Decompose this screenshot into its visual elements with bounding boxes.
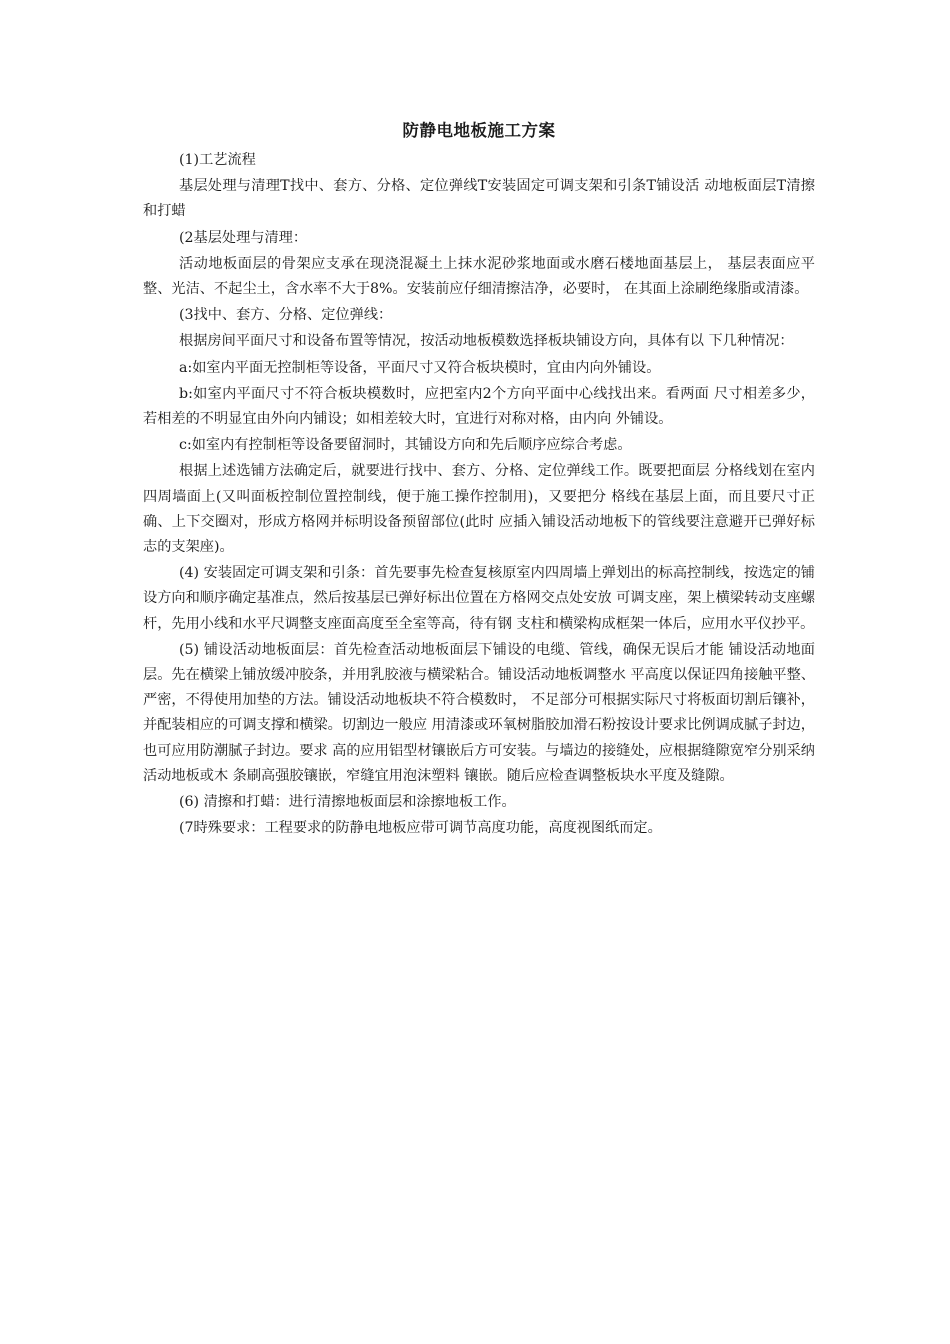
paragraph-case-a: a:如室内平面无控制柜等设备，平面尺寸又符合板块模时，宜由内向外铺设。 bbox=[179, 359, 661, 376]
paragraph-cleaning-waxing: (6) 清擦和打蜡：进行清擦地板面层和涂擦地板工作。 bbox=[179, 794, 516, 811]
paragraph-case-b: b:如室内平面尺寸不符合板块模数时，应把室内2个方向平面中心线找出来。看两面 尺寸相差多少，若相差的不明显宜由外向内铺设；如相差较大时，宜进行对称对格，由内向 外铺设。 bbox=[143, 385, 815, 428]
paragraph-base-treatment: 活动地板面层的骨架应支承在现浇混凝土上抹水泥砂浆地面或水磨石楼地面基层上， 基层表面应平整、光洁、不起尘土，含水率不大于8%。安装前应仔细清擦洁净，必要时， 在其面上涂刷绝缘脂或清漆。 bbox=[143, 255, 815, 298]
paragraph-support-installation: (4) 安装固定可调支架和引条：首先要事先检查复核原室内四周墙上弹划出的标高控制线，按选定的铺设方向和顺序确定基准点，然后按基层已弹好标出位置在方格网交点处安放 可调支座，架上横梁转动支座螺杆，先用小线和水平尺调整支座面高度至全室等高，待有钢 支柱和横梁构成框架一体后，应用水平仪抄平。 bbox=[143, 565, 815, 632]
section-heading-base-treatment: (2基层处理与清理： bbox=[179, 229, 308, 246]
section-heading-process-flow: (1)工艺流程 bbox=[179, 152, 256, 168]
paragraph-case-c: c:如室内有控制柜等设备要留洞时，其铺设方向和先后顺序应综合考虑。 bbox=[179, 437, 632, 454]
document-page bbox=[143, 118, 815, 841]
section-heading-layout-marking: (3找中、套方、分格、定位弹线： bbox=[179, 307, 393, 324]
paragraph-process-steps: 基层处理与清理T找中、套方、分格、定位弹线T安装固定可调支架和引条T铺设活 动地板面层T清擦和打蜡 bbox=[143, 178, 815, 220]
paragraph-layout-intro: 根据房间平面尺寸和设备布置等情况，按活动地板模数选择板块铺设方向，具体有以 下几种情况： bbox=[179, 333, 794, 350]
paragraph-layout-method: 根据上述选铺方法确定后，就要进行找中、套方、分格、定位弹线工作。既要把面层 分格线划在室内四周墙面上(又叫面板控制位置控制线，便于施工操作控制用)，又要把分 格线在基层上面，而且要尺寸正确、上下交圈对，形成方格网并标明设备预留部位(此时 应插入铺设活动地板下的管线要注意避开已弹好标志的支架座)。 bbox=[143, 463, 815, 556]
document-title: 防静电地板施工方案 bbox=[402, 121, 556, 140]
paragraph-floor-laying: (5) 铺设活动地板面层：首先检查活动地板面层下铺设的电缆、管线，确保无误后才能 铺设活动地面层。先在横梁上铺放缓冲胶条，并用乳胶液与横梁粘合。铺设活动地板调整水 平高度以保证四角接触平整、严密，不得使用加垫的方法。铺设活动地板块不符合模数时， 不足部分可根据实际尺寸将板面切割后镶补，并配装相应的可调支撑和横梁。切割边一般应 用清漆或环氧树脂胶加滑石粉按设计要求比例调成腻子封边，也可应用防潮腻子封边。要求 高的应用铝型材镶嵌后方可安装。与墙边的接缝处，应根据缝隙宽窄分别采纳活动地板或木 条刷高强胶镶嵌，窄缝宜用泡沫塑料 镶嵌。随后应检查调整板块水平度及缝隙。 bbox=[143, 641, 815, 784]
paragraph-special-requirements: (7時殊要求：工程要求的防静电地板应带可调节高度功能，高度视图纸而定。 bbox=[179, 820, 662, 837]
